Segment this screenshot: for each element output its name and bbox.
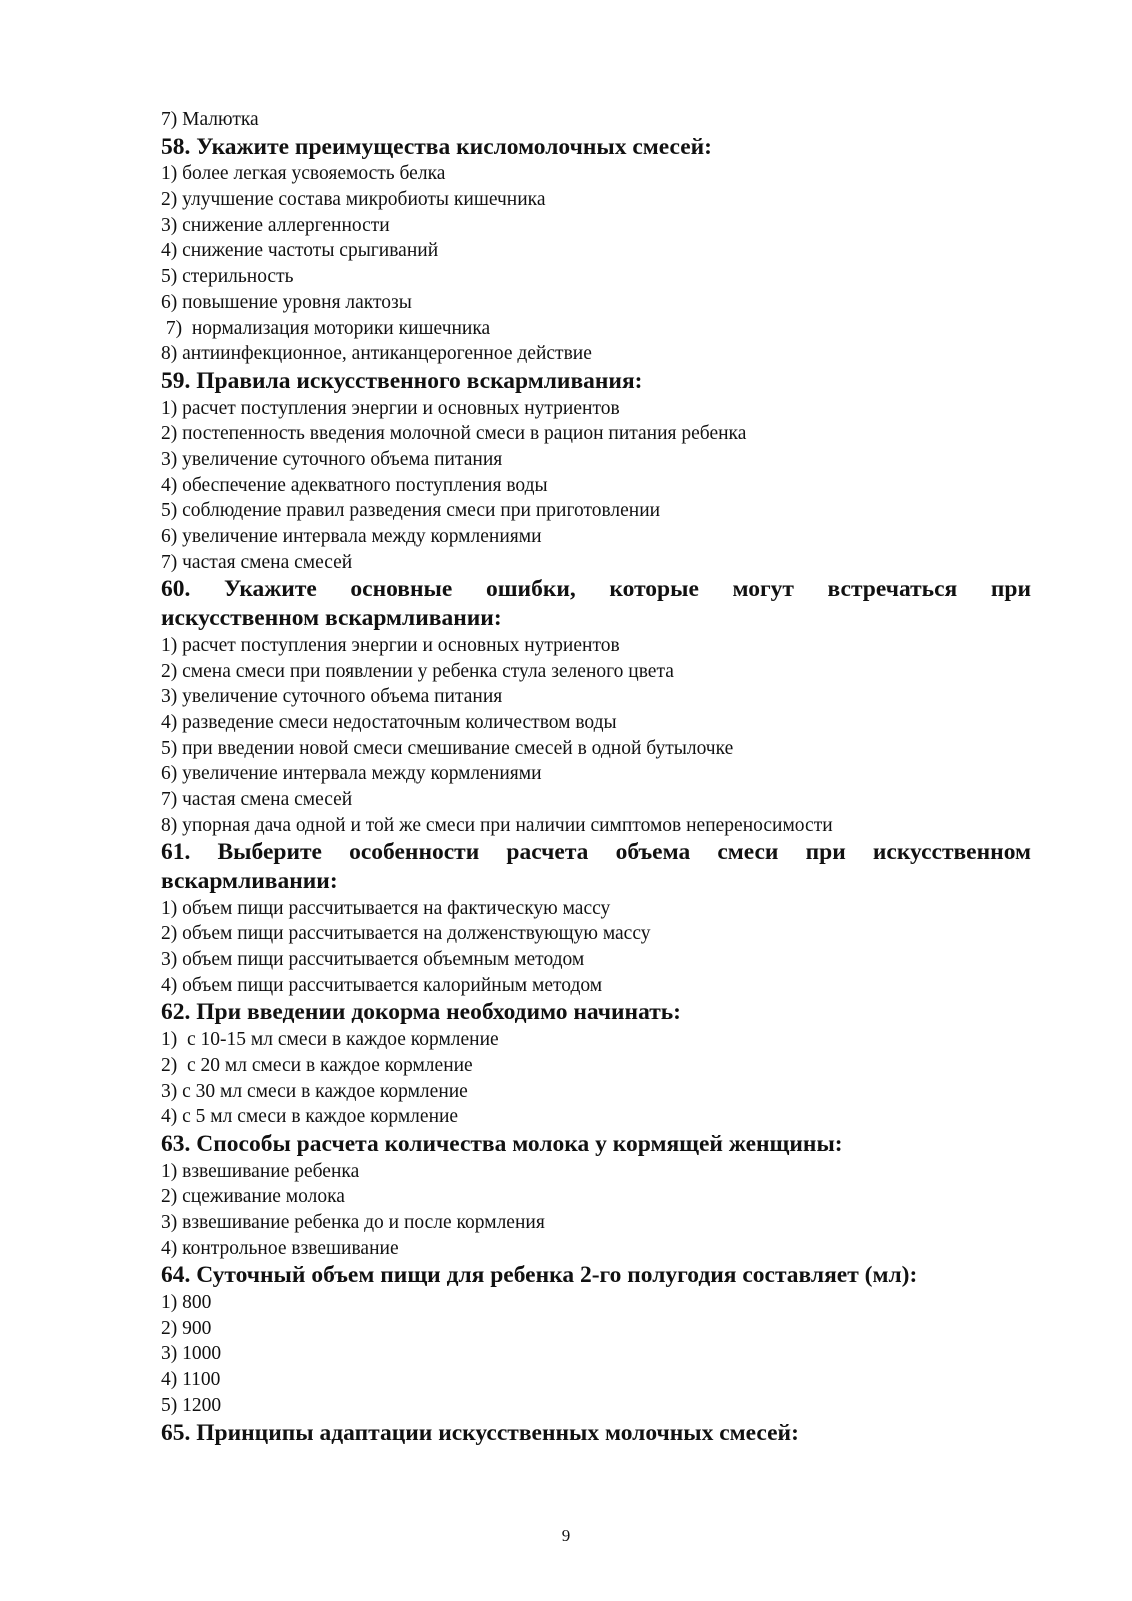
- answer-option: 4) с 5 мл смеси в каждое кормление: [161, 1106, 459, 1128]
- answer-option: 6) увеличение интервала между кормлениями: [161, 526, 542, 548]
- answer-option: 3) увеличение суточного объема питания: [161, 686, 503, 708]
- answer-option: 3) объем пищи рассчитывается объемным методом: [161, 949, 585, 971]
- answer-option: 2) сцеживание молока: [161, 1186, 345, 1208]
- answer-option: 4) объем пищи рассчитывается калорийным методом: [161, 974, 603, 996]
- question-title: 62. При введении докорма необходимо начинать:: [161, 999, 682, 1026]
- answer-option: 2) постепенность введения молочной смеси в рацион питания ребенка: [161, 423, 747, 445]
- answer-option: 1) взвешивание ребенка: [161, 1160, 360, 1182]
- answer-option: 1) с 10-15 мл смеси в каждое кормление: [161, 1029, 499, 1051]
- question-64: [161, 1261, 1031, 1418]
- answer-option: 6) увеличение интервала между кормлениями: [161, 763, 542, 785]
- answer-option: 5) соблюдение правил разведения смеси при приготовлении: [161, 500, 661, 522]
- page-number: 9: [561, 1526, 571, 1545]
- question-title: 63. Способы расчета количества молока у кормящей женщины:: [161, 1130, 843, 1157]
- question-61: [161, 838, 1031, 998]
- answer-option: 1) 800: [161, 1292, 212, 1314]
- answer-option: 1) более легкая усвояемость белка: [161, 163, 446, 185]
- answer-option: 4) снижение частоты срыгиваний: [161, 240, 439, 262]
- question-title: 65. Принципы адаптации искусственных молочных смесей:: [161, 1419, 799, 1446]
- answer-option: 1) расчет поступления энергии и основных нутриентов: [161, 634, 620, 656]
- answer-option: 3) 1000: [161, 1343, 222, 1365]
- question-63: [161, 1130, 1031, 1261]
- question-title: 64. Суточный объем пищи для ребенка 2-го полугодия составляет (мл):: [161, 1262, 918, 1289]
- answer-option: 4) 1100: [161, 1369, 221, 1391]
- question-60: [161, 575, 1031, 838]
- answer-option: 2) объем пищи рассчитывается на долженствующую массу: [161, 923, 651, 945]
- answer-option: 2) 900: [161, 1317, 212, 1339]
- answer-option: 3) взвешивание ребенка до и после кормления: [161, 1212, 545, 1233]
- question-title-line-1: 60. Укажите основные ошибки, которые могут встречаться при: [161, 576, 1031, 603]
- answer-option: 3) увеличение суточного объема питания: [161, 448, 503, 470]
- answer-option: 7) Малютка: [161, 109, 259, 130]
- answer-option: 1) расчет поступления энергии и основных нутриентов: [161, 397, 620, 419]
- answer-option: 7) частая смена смесей: [161, 551, 353, 573]
- document-page: [161, 107, 1031, 1447]
- question-title: [161, 838, 1031, 895]
- answer-option: 4) разведение смеси недостаточным количеством воды: [161, 711, 617, 733]
- answer-option: 5) при введении новой смеси смешивание смесей в одной бутылочке: [161, 737, 734, 759]
- answer-option: 4) контрольное взвешивание: [161, 1237, 399, 1259]
- answer-option: 3) с 30 мл смеси в каждое кормление: [161, 1080, 468, 1102]
- question-title-line-2: искусственном вскармливании:: [161, 605, 502, 632]
- answer-option: 8) упорная дача одной и той же смеси при наличии симптомов непереносимости: [161, 814, 833, 836]
- question-title-line-2: вскармливании:: [161, 868, 338, 895]
- answer-option: 1) объем пищи рассчитывается на фактическую массу: [161, 897, 611, 919]
- answer-option: 2) с 20 мл смеси в каждое кормление: [161, 1054, 473, 1076]
- answer-option: 7) частая смена смесей: [161, 788, 353, 810]
- question-65: [161, 1419, 1031, 1448]
- answer-option: 7) нормализация моторики кишечника: [161, 317, 491, 339]
- answer-option: 5) стерильность: [161, 266, 294, 288]
- answer-option: 2) смена смеси при появлении у ребенка стула зеленого цвета: [161, 660, 674, 682]
- question-title: [161, 575, 1031, 632]
- answer-option: 6) повышение уровня лактозы: [161, 291, 412, 313]
- question-62: [161, 998, 1031, 1129]
- question-title-line-1: 61. Выберите особенности расчета объема смеси при искусственном: [161, 839, 1031, 866]
- question-58: [161, 133, 1031, 367]
- question-59: [161, 367, 1031, 576]
- question-title: 59. Правила искусственного вскармливания:: [161, 367, 643, 394]
- answer-option: 2) улучшение состава микробиоты кишечника: [161, 189, 546, 211]
- answer-option: 4) обеспечение адекватного поступления воды: [161, 474, 548, 496]
- question-title: 58. Укажите преимущества кисломолочных смесей:: [161, 133, 713, 160]
- answer-option: 3) снижение аллергенности: [161, 214, 390, 236]
- answer-option: 8) антиинфекционное, антиканцерогенное действие: [161, 343, 592, 365]
- answer-option: 5) 1200: [161, 1394, 222, 1416]
